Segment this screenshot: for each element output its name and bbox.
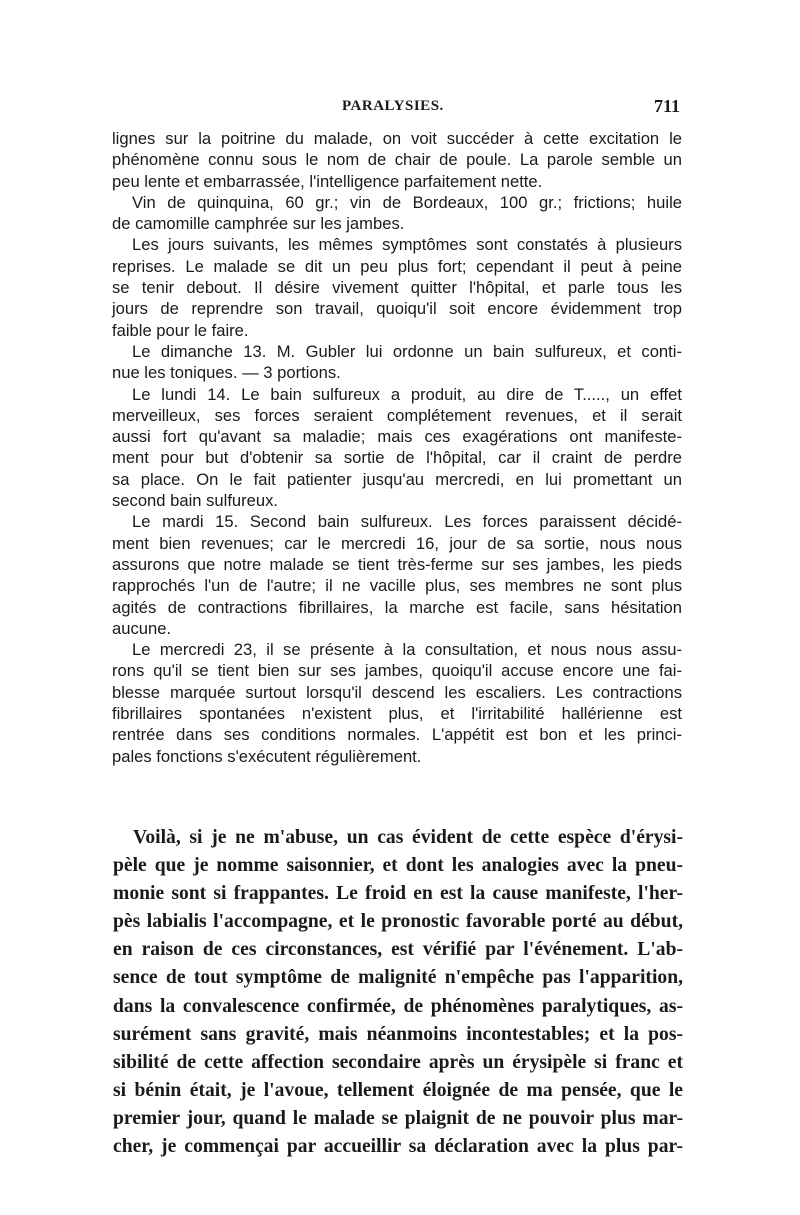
text-line: pèle que je nomme saisonnier, et dont les analogies avec la pneu- xyxy=(113,855,683,877)
text-line: cher, je commençai par accueillir sa déclaration avec la plus par- xyxy=(113,1136,683,1158)
text-line: blesse marquée surtout lorsqu'il descend les escaliers. Les contractions xyxy=(112,682,682,702)
case-report-text xyxy=(112,128,682,767)
text-line: de camomille camphrée sur les jambes. xyxy=(112,214,405,234)
text-line: ment bien revenues; car le mercredi 16, jour de sa sortie, nous nous xyxy=(112,533,682,553)
text-line: nue les toniques. — 3 portions. xyxy=(112,363,341,383)
text-line: Les jours suivants, les mêmes symptômes sont constatés à plusieurs xyxy=(132,235,682,255)
text-line: monie sont si frappantes. Le froid en est la cause manifeste, l'her- xyxy=(113,883,683,905)
text-line: surément sans gravité, mais néanmoins incontestables; et la pos- xyxy=(113,1023,683,1045)
text-line: dans la convalescence confirmée, de phénomènes paralytiques, as- xyxy=(113,995,683,1017)
text-line: Vin de quinquina, 60 gr.; vin de Bordeaux, 100 gr.; frictions; huile xyxy=(132,192,682,212)
page-number: 711 xyxy=(653,96,680,116)
text-line: phénomène connu sous le nom de chair de poule. La parole semble un xyxy=(112,150,682,170)
running-title: PARALYSIES. xyxy=(342,98,444,114)
text-line: pales fonctions s'exécutent régulièrement. xyxy=(112,746,422,766)
text-line: Le mercredi 23, il se présente à la consultation, et nous nous assu- xyxy=(132,640,682,660)
text-line: fibrillaires spontanées n'existent plus, et l'irritabilité hallérienne est xyxy=(112,704,682,724)
text-line: ment pour but d'obtenir sa sortie de l'hôpital, car il craint de perdre xyxy=(112,448,682,468)
page-header xyxy=(112,98,682,120)
text-line: si bénin était, je l'avoue, tellement éloignée de ma pensée, que le xyxy=(113,1079,683,1101)
text-line: sibilité de cette affection secondaire après un érysipèle si franc et xyxy=(113,1051,683,1073)
text-line: Voilà, si je ne m'abuse, un cas évident de cette espèce d'érysi- xyxy=(133,827,683,848)
text-line: merveilleux, ses forces seraient complétement revenues, et il serait xyxy=(112,405,682,425)
commentary-text xyxy=(113,824,683,1161)
text-line: rons qu'il se tient bien sur ses jambes, quoiqu'il accuse encore une fai- xyxy=(112,661,682,681)
text-line: reprises. Le malade se dit un peu plus fort; cependant il peut à peine xyxy=(112,256,682,276)
text-line: jours de reprendre son travail, quoiqu'il soit encore évidemment trop xyxy=(112,299,682,319)
text-line: assurons que notre malade se tient très-ferme sur ses jambes, les pieds xyxy=(112,554,682,574)
text-line: se tenir debout. Il désire vivement quitter l'hôpital, et parle tous les xyxy=(112,278,682,298)
text-line: en raison de ces circonstances, est vérifié par l'événement. L'ab- xyxy=(113,939,683,961)
text-line: sence de tout symptôme de malignité n'empêche pas l'apparition, xyxy=(113,967,683,989)
text-line: rentrée dans ses conditions normales. L'appétit est bon et les princi- xyxy=(112,725,682,745)
text-line: pès labialis l'accompagne, et le pronostic favorable porté au début, xyxy=(113,911,683,933)
text-line: aucune. xyxy=(112,618,172,638)
text-line: rapprochés l'un de l'autre; il ne vacille plus, ses membres ne sont plus xyxy=(112,576,682,596)
text-line: premier jour, quand le malade se plaignit de ne pouvoir plus mar- xyxy=(113,1107,683,1129)
text-line: peu lente et embarrassée, l'intelligence parfaitement nette. xyxy=(112,171,543,191)
text-line: aussi fort qu'avant sa maladie; mais ces exagérations ont manifeste- xyxy=(112,427,682,447)
text-line: lignes sur la poitrine du malade, on voit succéder à cette excitation le xyxy=(112,129,682,148)
text-line: agités de contractions fibrillaires, la marche est facile, sans hésitation xyxy=(112,597,682,617)
text-line: Le lundi 14. Le bain sulfureux a produit, au dire de T....., un effet xyxy=(132,384,682,404)
text-line: faible pour le faire. xyxy=(112,320,249,340)
text-line: sa place. On le fait patienter jusqu'au mercredi, en lui promettant un xyxy=(112,469,682,489)
text-line: Le mardi 15. Second bain sulfureux. Les forces paraissent décidé- xyxy=(132,512,682,532)
text-line: second bain sulfureux. xyxy=(112,491,279,511)
text-line: Le dimanche 13. M. Gubler lui ordonne un bain sulfureux, et conti- xyxy=(132,341,682,361)
